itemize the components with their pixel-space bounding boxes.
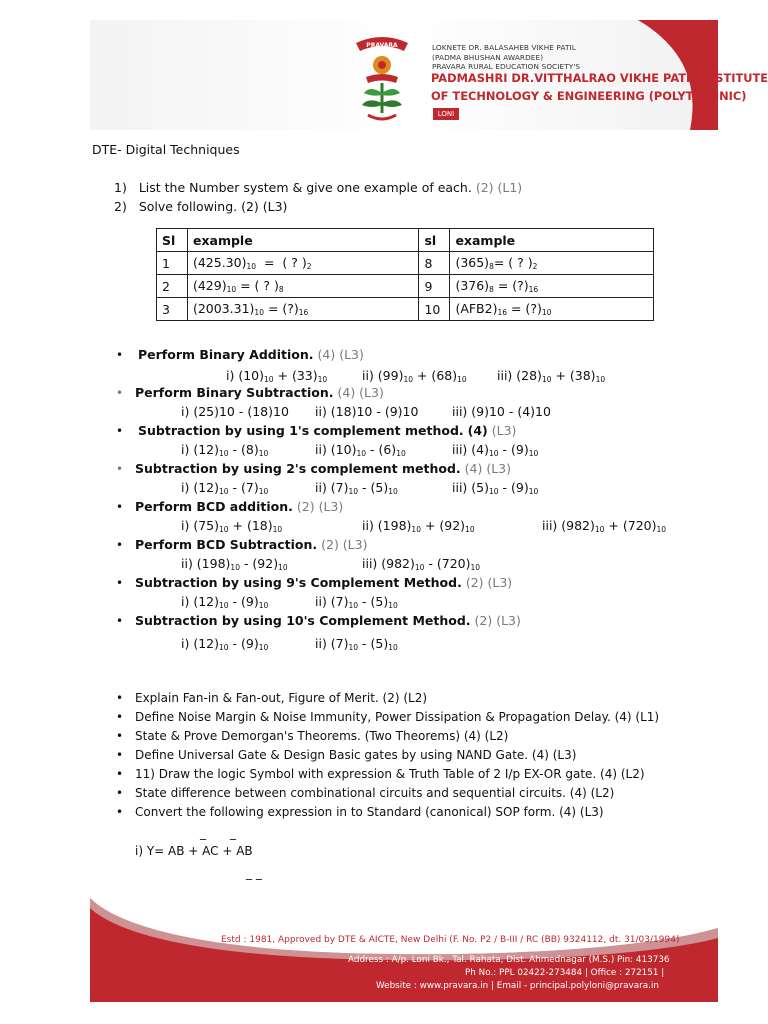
exercise-item: ii) $(99)_{10} + (68)_{10}$ xyxy=(362,368,467,384)
question-item: Define Noise Margin & Noise Immunity, Power Dissipation & Propagation Delay. (4) (L1) xyxy=(135,710,660,724)
section-title: Perform BCD Subtraction. xyxy=(135,537,318,552)
header-line-2: (PADMA BHUSHAN AWARDEE) xyxy=(432,53,544,62)
exercise-item: i) $(75)_{10} + (18)_{10}$ xyxy=(181,518,283,534)
bullet-icon: • xyxy=(116,386,124,400)
table-cell-example: $(429)_{10}$ = ( ? )$_8$ xyxy=(187,275,418,298)
exercise-item: ii) $(198)_{10} - (92)_{10}$ xyxy=(181,556,288,572)
exercise-item: i) $(12)_{10} - (9)_{10}$ xyxy=(181,636,269,652)
exercise-item: iii) $(5)_{10} - (9)_{10}$ xyxy=(452,480,539,496)
question-1 xyxy=(114,180,522,195)
exercise-item: iii) $(982)_{10} + (720)_{10}$ xyxy=(542,518,667,534)
question-2-text: Solve following. (2) (L3) xyxy=(138,199,288,214)
section-nines-complement xyxy=(135,575,512,590)
question-1-number: 1) xyxy=(114,180,127,195)
exercise-item: iii) $(4)_{10} - (9)_{10}$ xyxy=(452,442,539,458)
table-cell-example: $(AFB2)_{16}$ = $(?)_{10}$ xyxy=(450,298,654,321)
table-cell-example: $(365)_8=$ ( ? )$_2$ xyxy=(450,252,654,275)
exercise-item: i) $(12)_{10} - (9)_{10}$ xyxy=(181,594,269,610)
exercise-item: ii) $(7)_{10} - (5)_{10}$ xyxy=(315,594,398,610)
logo-text: PRAVARA xyxy=(366,42,398,49)
exercise-item: ii) $(198)_{10} + (92)_{10}$ xyxy=(362,518,475,534)
section-marks: (2) (L3) xyxy=(321,537,368,552)
table-cell-sl: 9 xyxy=(419,275,450,298)
bullet-icon: • xyxy=(116,500,124,514)
section-title: Subtraction by using 9's Complement Method. xyxy=(135,575,462,590)
footer-address: Address : A/p. Loni Bk., Tal. Rahata, Dist. Ahmednagar (M.S.) Pin: 413736 xyxy=(348,955,670,965)
table-cell-example: $(2003.31)_{10}$ = $(?)_{16}$ xyxy=(187,298,418,321)
header-line-1: LOKNETE DR. BALASAHEB VIKHE PATIL xyxy=(432,43,576,52)
bullet-icon: • xyxy=(116,424,124,438)
institute-logo xyxy=(344,33,420,123)
table-row xyxy=(157,298,654,321)
section-twos-complement xyxy=(135,461,511,476)
question-item: State difference between combinational circuits and sequential circuits. (4) (L2) xyxy=(135,786,615,800)
bullet-icon: • xyxy=(116,767,124,781)
exercise-item: ii) $(7)_{10} - (5)_{10}$ xyxy=(315,480,398,496)
exercise-item: i) $(10)_{10} + (33)_{10}$ xyxy=(226,368,328,384)
section-binary-subtraction xyxy=(135,385,384,400)
overbar-mark: _ xyxy=(200,826,206,840)
institute-name-line-2: OF TECHNOLOGY & ENGINEERING (POLYTECHNIC) xyxy=(431,89,747,103)
exercise-item: i) $(12)_{10} - (8)_{10}$ xyxy=(181,442,269,458)
section-title: Subtraction by using 1's complement method. xyxy=(138,423,464,438)
bullet-icon: • xyxy=(116,710,124,724)
section-title: Subtraction by using 10's Complement Method. xyxy=(135,613,471,628)
section-marks-a: (4) xyxy=(467,423,488,438)
overbar-mark: _ _ xyxy=(246,866,262,880)
section-title: Perform BCD addition. xyxy=(135,499,293,514)
location-badge: LONI xyxy=(433,108,459,120)
section-title: Subtraction by using 2's complement method. xyxy=(135,461,461,476)
section-marks: (2) (L3) xyxy=(296,499,344,514)
table-cell-sl: 2 xyxy=(157,275,188,298)
bullet-icon: • xyxy=(116,786,124,800)
section-bcd-subtraction xyxy=(135,537,367,552)
exercise-item: ii) $(10)_{10} - (6)_{10}$ xyxy=(315,442,406,458)
section-binary-addition xyxy=(138,347,364,362)
bullet-icon: • xyxy=(116,729,124,743)
exercise-item: ii) (18)10 - (9)10 xyxy=(315,404,419,419)
question-item: 11) Draw the logic Symbol with expression & Truth Table of 2 I/p EX-OR gate. (4) (L2) xyxy=(135,767,645,781)
question-item: Define Universal Gate & Design Basic gates by using NAND Gate. (4) (L3) xyxy=(135,748,577,762)
header-line-3: PRAVARA RURAL EDUCATION SOCIETY'S xyxy=(432,62,581,71)
table-header-example-1: example xyxy=(187,229,418,252)
question-item: Convert the following expression in to Standard (canonical) SOP form. (4) (L3) xyxy=(135,805,604,819)
bullet-icon: • xyxy=(116,348,124,362)
section-marks: (4) (L3) xyxy=(317,347,364,362)
sop-expression: i) Y= AB + AC + AB xyxy=(135,844,253,858)
section-bcd-addition xyxy=(135,499,343,514)
bullet-icon: • xyxy=(116,538,124,552)
table-row xyxy=(157,275,654,298)
bullet-icon: • xyxy=(116,691,124,705)
table-cell-sl: 3 xyxy=(157,298,188,321)
exercise-item: ii) $(7)_{10} - (5)_{10}$ xyxy=(315,636,398,652)
section-marks: (4) (L3) xyxy=(337,385,384,400)
footer-phone: Ph No.: PPL 02422-273484 | Office : 272151 | xyxy=(465,968,665,978)
institute-name-line-1: PADMASHRI DR.VITTHALRAO VIKHE PATIL INSTITUTE xyxy=(431,71,768,85)
bullet-icon: • xyxy=(116,748,124,762)
bullet-icon: • xyxy=(116,805,124,819)
table-row xyxy=(157,252,654,275)
question-2-number: 2) xyxy=(114,199,127,214)
section-marks-b: (L3) xyxy=(491,423,517,438)
table-header-example-2: example xyxy=(450,229,654,252)
section-marks: (4) (L3) xyxy=(464,461,511,476)
table-header-row xyxy=(157,229,654,252)
exercise-item: iii) $(28)_{10} + (38)_{10}$ xyxy=(497,368,606,384)
section-marks: (2) (L3) xyxy=(465,575,513,590)
section-title: Perform Binary Subtraction. xyxy=(135,385,334,400)
question-item: State & Prove Demorgan's Theorems. (Two Theorems) (4) (L2) xyxy=(135,729,509,743)
exercise-item: iii) $(982)_{10} - (720)_{10}$ xyxy=(362,556,481,572)
table-header-sl-1: Sl xyxy=(157,229,188,252)
section-title: Perform Binary Addition. xyxy=(138,347,314,362)
bullet-icon: • xyxy=(116,462,124,476)
section-tens-complement xyxy=(135,613,521,628)
exercise-item: iii) (9)10 - (4)10 xyxy=(452,404,551,419)
exercise-item: i) (25)10 - (18)10 xyxy=(181,404,289,419)
table-cell-sl: 8 xyxy=(419,252,450,275)
table-header-sl-2: sl xyxy=(419,229,450,252)
table-cell-example: $(376)_8$ = $(?)_{16}$ xyxy=(450,275,654,298)
question-1-marks: (2) (L1) xyxy=(475,180,523,195)
subject-title: DTE- Digital Techniques xyxy=(92,142,240,157)
section-marks: (2) (L3) xyxy=(474,613,521,628)
bullet-icon: • xyxy=(116,614,124,628)
footer-establishment: Estd : 1981, Approved by DTE & AICTE, New Delhi (F. No. P2 / B-III / RC (BB) 9324112, dt. 31/03/1994) xyxy=(221,935,680,945)
table-cell-example: $(425.30)_{10}$ = ( ? )$_2$ xyxy=(187,252,418,275)
table-cell-sl: 10 xyxy=(419,298,450,321)
question-2 xyxy=(114,199,287,214)
question-item: Explain Fan-in & Fan-out, Figure of Merit. (2) (L2) xyxy=(135,691,428,705)
bullet-icon: • xyxy=(116,576,124,590)
question-1-text: List the Number system & give one example of each. xyxy=(138,180,472,195)
table-cell-sl: 1 xyxy=(157,252,188,275)
footer-contact: Website : www.pravara.in | Email - principal.polyloni@pravara.in xyxy=(376,981,659,991)
overbar-mark: _ xyxy=(230,826,236,840)
conversion-table xyxy=(156,228,654,321)
section-ones-complement xyxy=(138,423,516,438)
exercise-item: i) $(12)_{10} - (7)_{10}$ xyxy=(181,480,269,496)
